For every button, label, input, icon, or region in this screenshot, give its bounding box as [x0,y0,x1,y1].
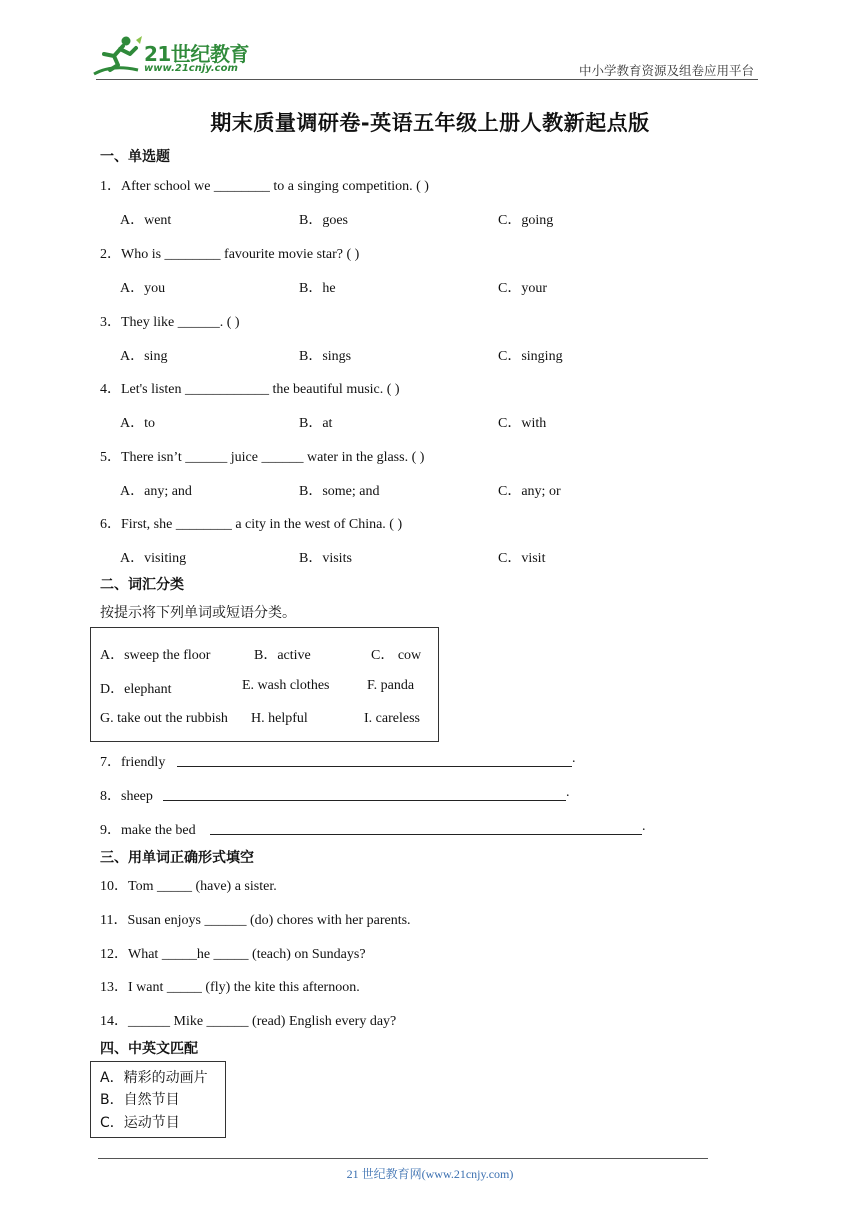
runner-logo-icon [92,34,142,78]
option-b: B．some; and [299,484,380,499]
section-heading-1: 一、单选题 [100,149,170,165]
match-option-b: B．自然节目 [100,1092,180,1108]
word-bank-item: F. panda [367,678,415,693]
word-bank-item: I. careless [364,711,420,726]
period: . [642,819,646,834]
question-2: 2．Who is ________ favourite movie star? ( ) [100,247,360,262]
option-c: C．with [498,416,547,431]
footer-text: 21 世纪教育网(www.21cnjy.com) [346,1167,514,1181]
answer-line [177,766,572,767]
word-bank-box [90,627,439,742]
instruction-text: 按提示将下列单词或短语分类。 [100,605,296,621]
logo-url: www.21cnjy.com [144,63,238,74]
option-c: C．visit [498,551,546,566]
section-heading-4: 四、中英文匹配 [100,1041,198,1057]
period: . [572,751,576,766]
option-c: C．any; or [498,484,561,499]
fill-item-11: 11．Susan enjoys ______ (do) chores with her parents. [100,913,411,928]
option-a: A．you [120,281,166,296]
word-bank-item: B．active [254,648,311,663]
match-option-a: A．精彩的动画片 [100,1070,208,1086]
period: . [566,785,570,800]
option-b: B．goes [299,213,348,228]
match-options-box [90,1061,226,1138]
question-3: 3．They like ______. ( ) [100,315,240,330]
fill-item-14: 14．______ Mike ______ (read) English every day? [100,1014,397,1029]
question-5: 5．There isn’t ______ juice ______ water in the glass. ( ) [100,450,425,465]
answer-line [163,800,566,801]
option-b: B．sings [299,349,352,364]
word-bank-item: G. take out the rubbish [100,711,228,726]
fill-item-10: 10．Tom _____ (have) a sister. [100,879,277,894]
word-bank-item: E. wash clothes [242,678,330,693]
option-c: C．singing [498,349,563,364]
option-a: A．visiting [120,551,187,566]
section-heading-3: 三、用单词正确形式填空 [100,850,254,866]
option-a: A．any; and [120,484,192,499]
platform-label: 中小学教育资源及组卷应用平台 [578,63,754,78]
match-option-c: C．运动节目 [100,1115,180,1131]
site-logo [92,34,260,80]
option-b: B．he [299,281,336,296]
section-heading-2: 二、词汇分类 [100,577,184,593]
logo-text: 21世纪教育 [144,42,249,66]
option-b: B．at [299,416,333,431]
option-a: A．went [120,213,172,228]
option-a: A．to [120,416,155,431]
option-a: A．sing [120,349,168,364]
option-c: C．going [498,213,554,228]
fill-item-13: 13．I want _____ (fly) the kite this afternoon. [100,980,360,995]
word-bank-item: H. helpful [251,711,308,726]
question-6: 6．First, she ________ a city in the west of China. ( ) [100,517,403,532]
page-title: 期末质量调研卷-英语五年级上册人教新起点版 [210,111,650,135]
option-c: C．your [498,281,547,296]
classify-item-9: 9．make the bed [100,823,196,838]
answer-line [210,834,642,835]
option-b: B．visits [299,551,352,566]
question-1: 1．After school we ________ to a singing competition. ( ) [100,179,429,194]
fill-item-12: 12．What _____he _____ (teach) on Sundays? [100,947,366,962]
word-bank-item: C． cow [371,648,422,663]
question-4: 4．Let's listen ____________ the beautiful music. ( ) [100,382,400,397]
word-bank-item: A．sweep the floor [100,648,211,663]
header-divider [96,79,758,80]
classify-item-7: 7．friendly [100,755,166,770]
word-bank-item: D．elephant [100,682,172,697]
footer-divider [98,1158,708,1159]
classify-item-8: 8．sheep [100,789,153,804]
